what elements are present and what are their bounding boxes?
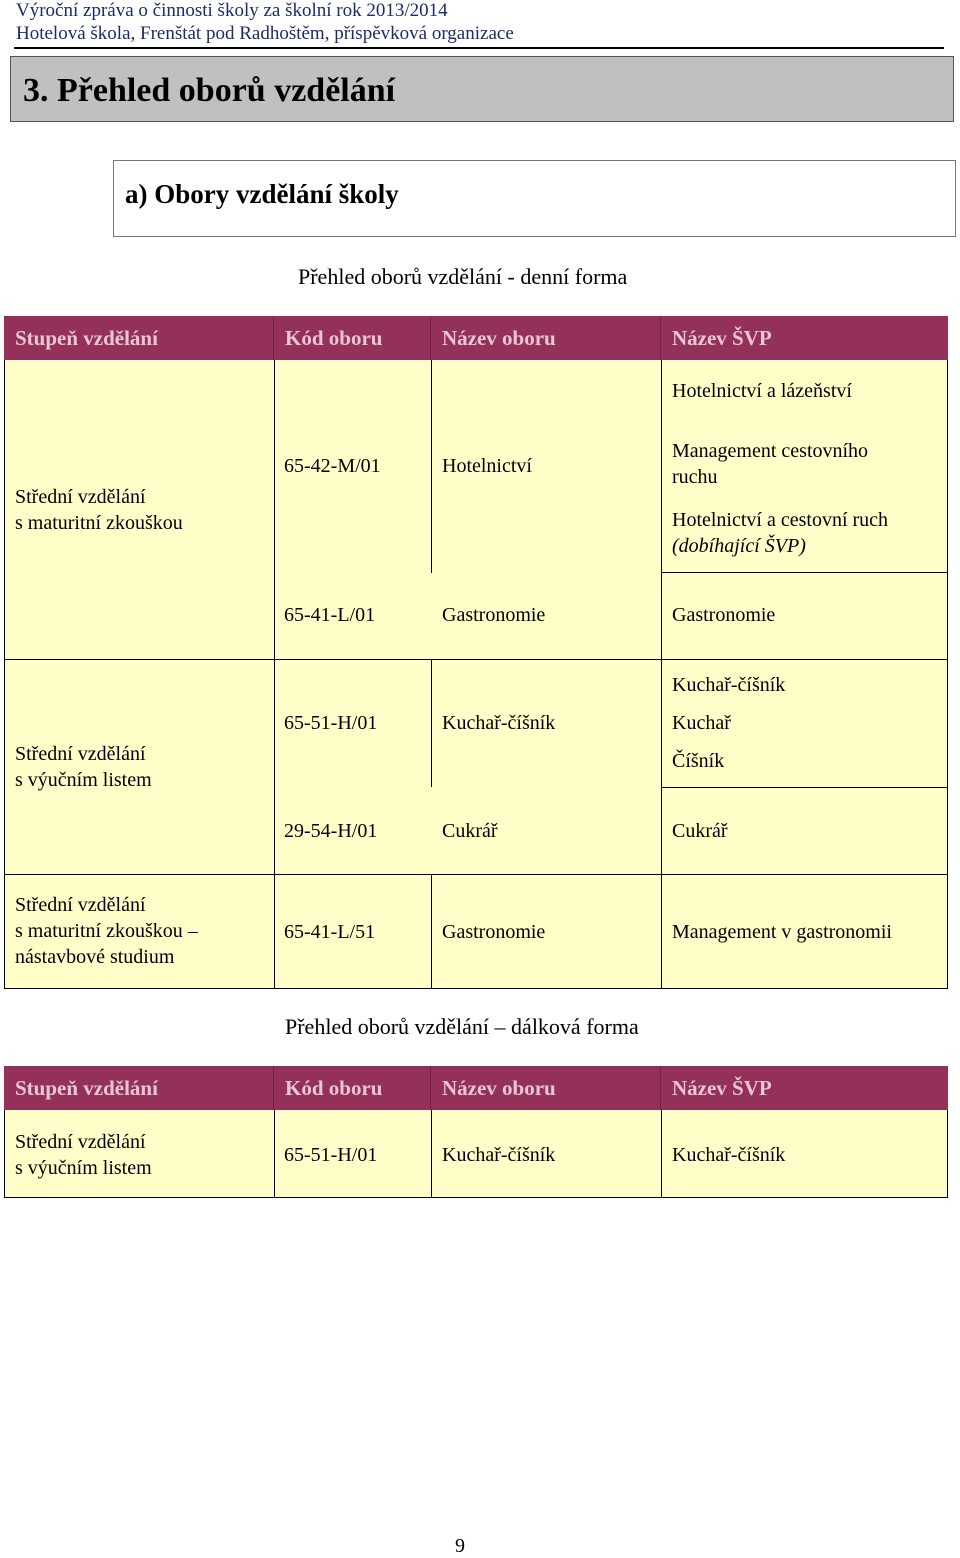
name-cukrar: Cukrář xyxy=(442,820,498,842)
th2-stupen: Stupeň vzdělání xyxy=(4,1066,274,1110)
code-65-41-L-01: 65-41-L/01 xyxy=(284,604,376,626)
table1-caption: Přehled oborů vzdělání - denní forma xyxy=(298,264,628,289)
table-denni-forma xyxy=(4,316,948,989)
svp-management-cr-line1: Management cestovního xyxy=(672,440,869,462)
name-gastronomie-nastavba: Gastronomie xyxy=(442,921,546,943)
th-stupen: Stupeň vzdělání xyxy=(4,316,274,360)
name-hotelnictvi: Hotelnictví xyxy=(442,455,532,477)
code-65-42-M-01: 65-42-M/01 xyxy=(284,455,381,477)
table-dalkova-forma xyxy=(4,1066,948,1198)
page-number: 9 xyxy=(455,1535,465,1557)
level-maturita-line1: Střední vzdělání xyxy=(15,486,146,508)
th2-kod: Kód oboru xyxy=(274,1066,431,1110)
th-kod: Kód oboru xyxy=(274,316,431,360)
level-maturita-line2: s maturitní zkouškou xyxy=(15,512,183,534)
svp-management-cr-line2: ruchu xyxy=(672,466,718,488)
svp-kuchar: Kuchař xyxy=(672,712,731,734)
svp-gastronomie: Gastronomie xyxy=(672,604,776,626)
th2-nazev-svp: Název ŠVP xyxy=(661,1066,948,1110)
level-vyucni-line1: Střední vzdělání xyxy=(15,743,146,765)
svp-cisnik: Číšník xyxy=(672,750,725,772)
level-nastavba-line2: s maturitní zkouškou – xyxy=(15,920,198,942)
svp-hotelnictvi-cr: Hotelnictví a cestovní ruch xyxy=(672,509,889,531)
th-nazev-oboru: Název oboru xyxy=(431,316,661,360)
report-title: Výroční zpráva o činnosti školy za školní rok 2013/2014 xyxy=(16,0,448,21)
svp-cukrar: Cukrář xyxy=(672,820,728,842)
level-nastavba-line3: nástavbové studium xyxy=(15,946,175,968)
table2-caption: Přehled oborů vzdělání – dálková forma xyxy=(285,1014,639,1039)
code-65-51-H-01: 65-51-H/01 xyxy=(284,712,378,734)
subsection-heading-box xyxy=(113,160,956,237)
svp-kuchar-cisnik: Kuchař-číšník xyxy=(672,674,786,696)
th2-nazev-oboru: Název oboru xyxy=(431,1066,661,1110)
svp-management-gastronomie: Management v gastronomii xyxy=(672,921,892,943)
school-name: Hotelová škola, Frenštát pod Radhoštěm, příspěvková organizace xyxy=(16,23,514,44)
subsection-title: a) Obory vzdělání školy xyxy=(125,179,399,209)
svp-hotelnictvi-lazenstvi: Hotelnictví a lázeňství xyxy=(672,380,852,402)
th-nazev-svp: Název ŠVP xyxy=(661,316,948,360)
t2-code: 65-51-H/01 xyxy=(284,1144,378,1166)
code-65-41-L-51: 65-41-L/51 xyxy=(284,921,376,943)
name-gastronomie: Gastronomie xyxy=(442,604,546,626)
t2-svp: Kuchař-číšník xyxy=(672,1144,786,1166)
svp-dobihajici: (dobíhající ŠVP) xyxy=(672,535,806,557)
section-heading-box xyxy=(10,56,954,122)
code-29-54-H-01: 29-54-H/01 xyxy=(284,820,378,842)
section-title: 3. Přehled oborů vzdělání xyxy=(23,72,396,109)
name-kuchar-cisnik: Kuchař-číšník xyxy=(442,712,556,734)
level-vyucni-line2: s výučním listem xyxy=(15,769,152,791)
t2-level-line1: Střední vzdělání xyxy=(15,1131,146,1153)
t2-name: Kuchař-číšník xyxy=(442,1144,556,1166)
level-nastavba-line1: Střední vzdělání xyxy=(15,894,146,916)
t2-level-line2: s výučním listem xyxy=(15,1157,152,1179)
header-rule xyxy=(14,47,944,49)
